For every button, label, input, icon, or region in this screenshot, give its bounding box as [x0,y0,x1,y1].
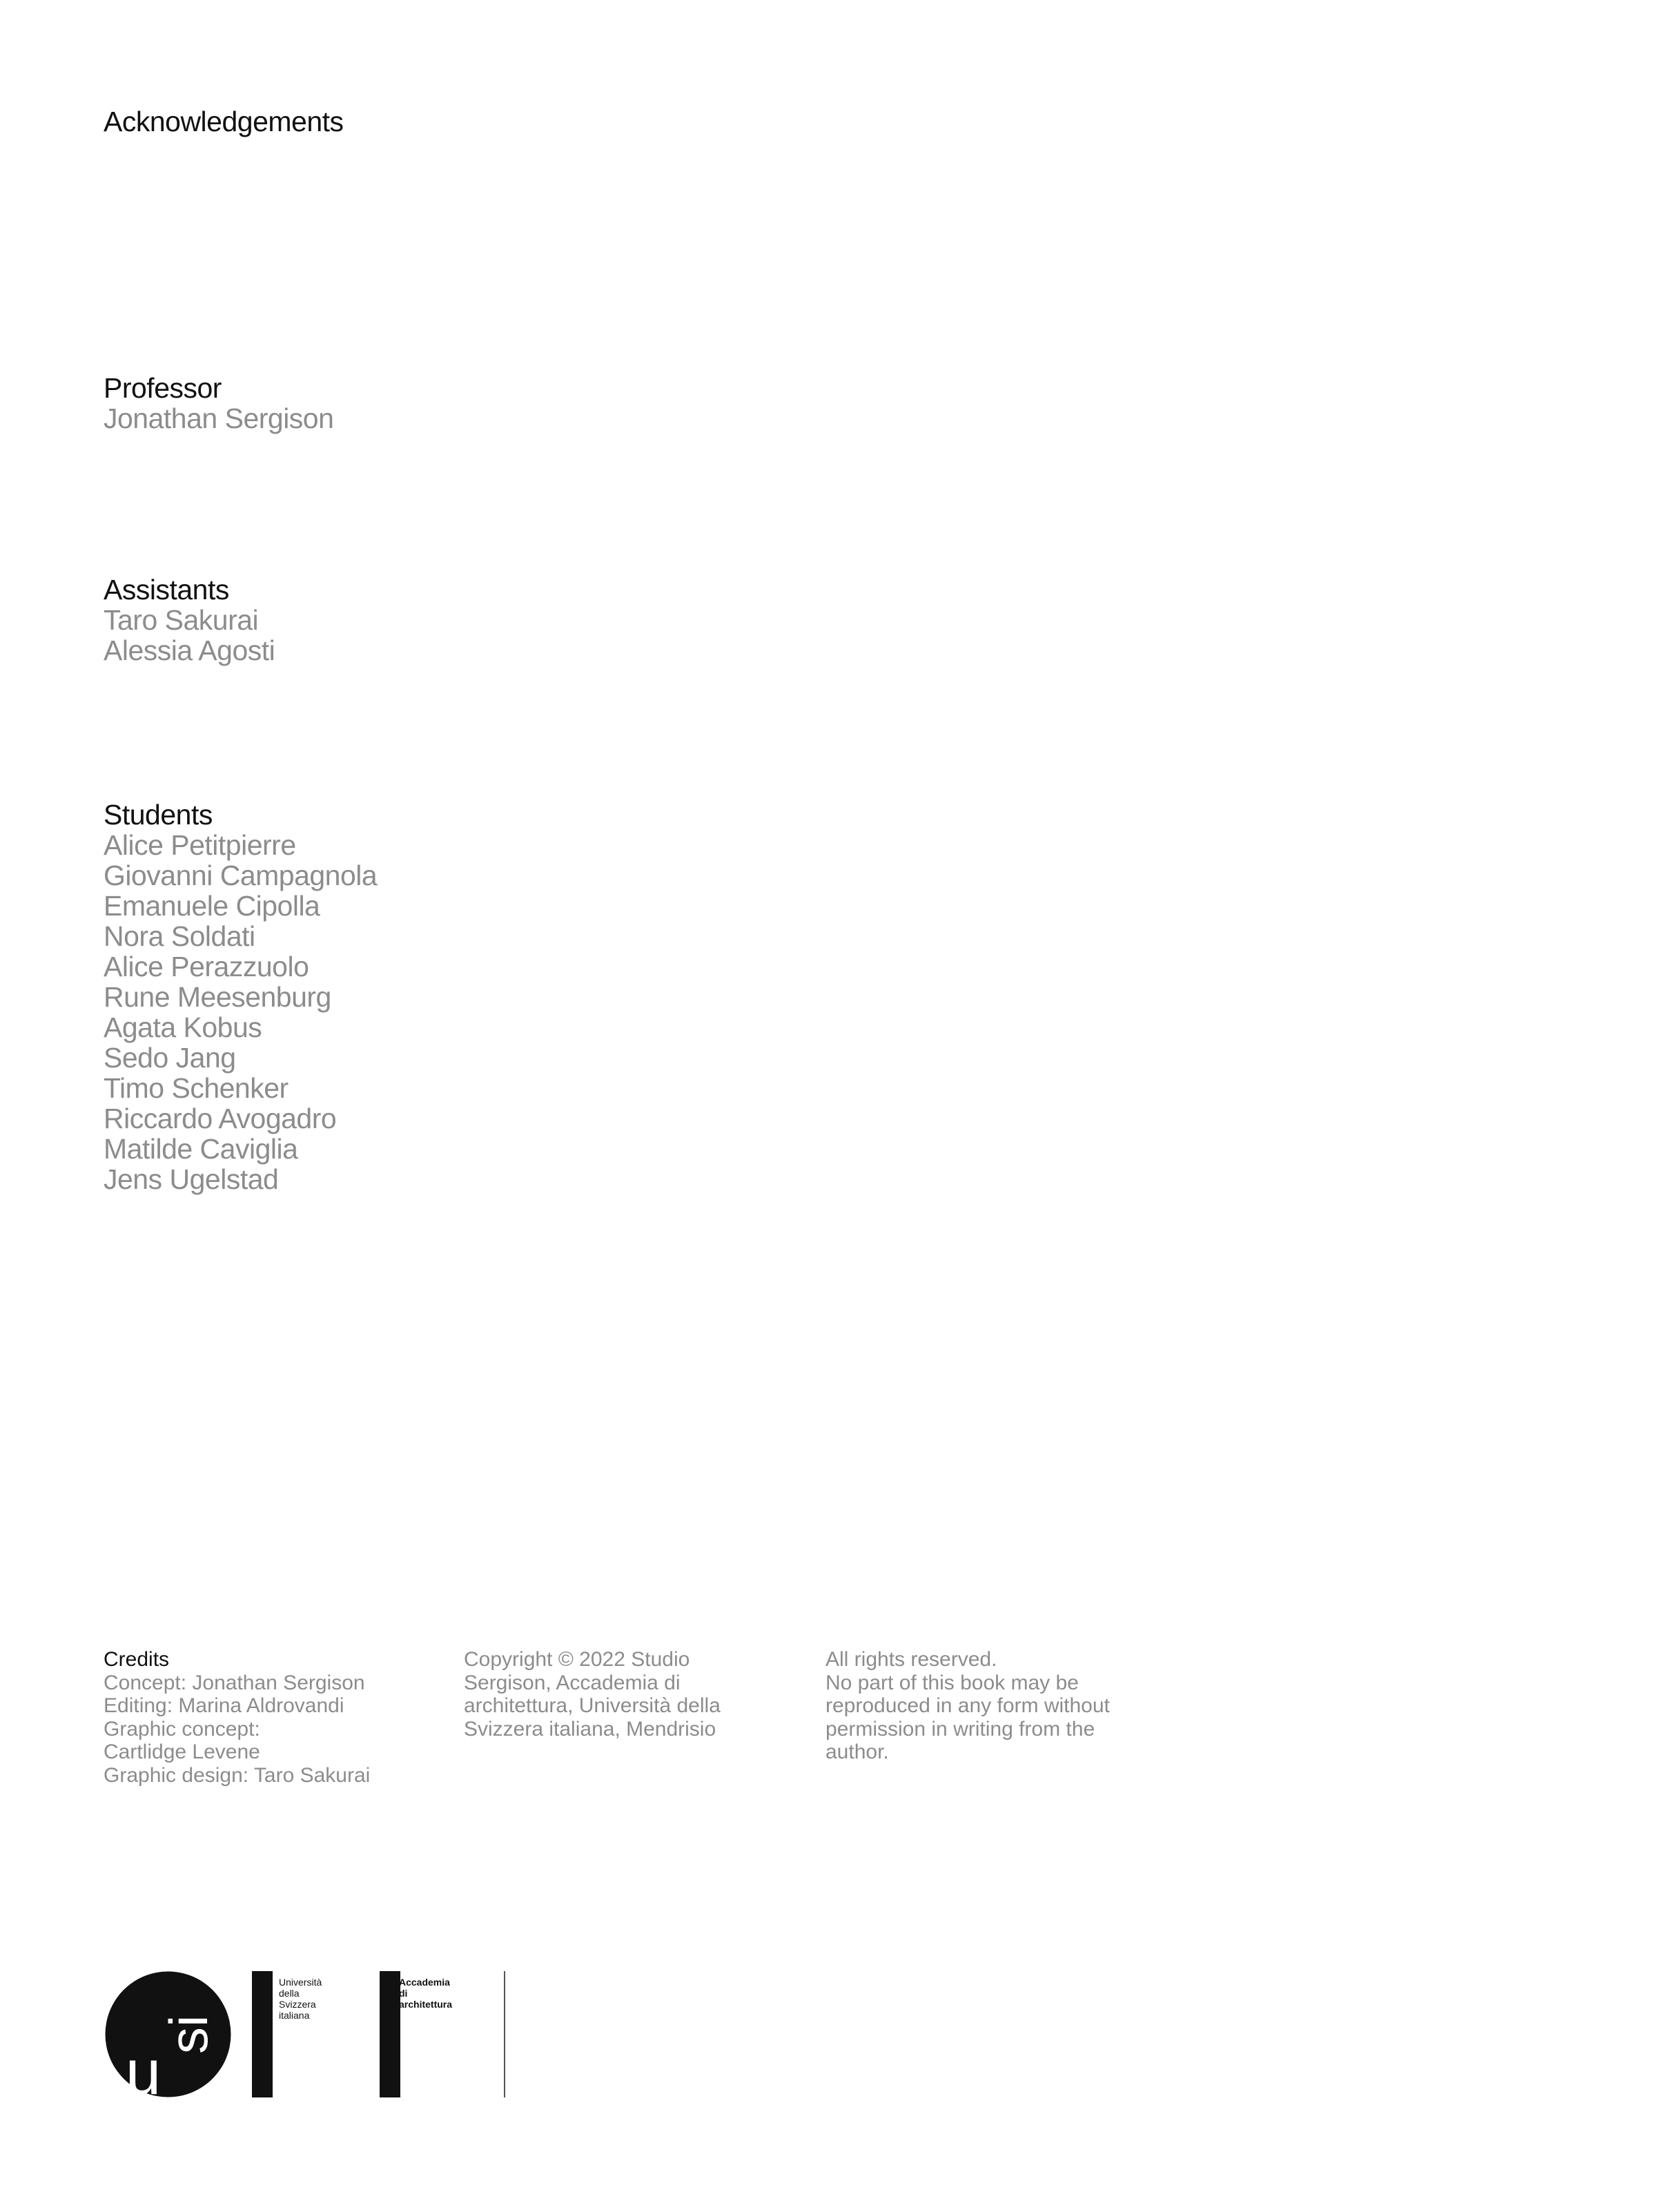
university-wordmark-line: Svizzera [279,1999,316,2010]
credits-line: Graphic concept: [104,1717,260,1741]
student-name: Agata Kobus [104,1011,262,1043]
student-name: Emanuele Cipolla [104,890,320,922]
student-name: Matilde Caviglia [104,1133,298,1165]
student-name: Jens Ugelstad [104,1163,279,1195]
assistants-list [104,605,275,666]
credits-block [104,1648,421,1787]
page-title: Acknowledgements [104,106,344,137]
assistants-section [104,574,275,666]
credits-line: Cartlidge Levene [104,1741,260,1763]
students-section [104,799,377,1194]
university-wordmark [279,1977,322,2021]
university-wordmark-line: Università [279,1977,322,1988]
university-wordmark-line: italiana [279,2010,310,2021]
usi-logo-letters-si: si [158,2015,219,2054]
credits-line: Editing: Marina Aldrovandi [104,1694,344,1717]
university-wordmark-line: della [279,1988,300,1999]
assistant-name: Alessia Agosti [104,634,275,666]
credits-line: Concept: Jonathan Sergison [104,1671,365,1694]
professor-section [104,373,333,434]
student-name: Rune Meesenburg [104,981,331,1013]
students-heading: Students [104,799,213,831]
student-name: Giovanni Campagnola [104,860,378,891]
copyright-block [464,1648,781,1741]
academy-wordmark-line: architettura [399,1999,453,2010]
academy-wordmark [399,1977,452,2010]
copyright-line: Sergison, Accademia di [464,1671,681,1694]
academy-wordmark-line: di [399,1988,408,1999]
student-name: Alice Petitpierre [104,829,296,861]
rights-line: No part of this book may be [826,1671,1079,1694]
professor-list [104,403,333,434]
rights-line: reproduced in any form without [826,1694,1110,1717]
student-name: Riccardo Avogadro [104,1103,337,1134]
university-bar [252,1971,273,2097]
copyright-line: architettura, Università della [464,1694,721,1717]
institution-logos [105,1971,519,2099]
student-name: Alice Perazzuolo [104,951,309,982]
student-name: Timo Schenker [104,1072,289,1104]
credits-line: Graphic design: Taro Sakurai [104,1763,371,1787]
assistant-name: Taro Sakurai [104,604,259,636]
assistants-heading: Assistants [104,574,229,605]
professor-heading: Professor [104,372,222,404]
students-list [104,830,377,1194]
academy-bar [380,1971,400,2097]
rights-line: permission in writing from the [826,1717,1095,1741]
rights-line: author. [826,1741,889,1763]
rights-block [826,1648,1143,1764]
academy-wordmark-line: Accademia [399,1977,450,1988]
copyright-line: Copyright © 2022 Studio [464,1648,690,1671]
usi-logo [105,1971,231,2097]
credits-heading: Credits [104,1648,170,1671]
rights-line: All rights reserved. [826,1648,997,1671]
copyright-line: Svizzera italiana, Mendrisio [464,1717,716,1741]
usi-logo-letter-u: u [126,2037,162,2097]
professor-name: Jonathan Sergison [104,403,334,434]
student-name: Sedo Jang [104,1042,236,1074]
logo-divider [504,1971,505,2097]
student-name: Nora Soldati [104,920,255,952]
